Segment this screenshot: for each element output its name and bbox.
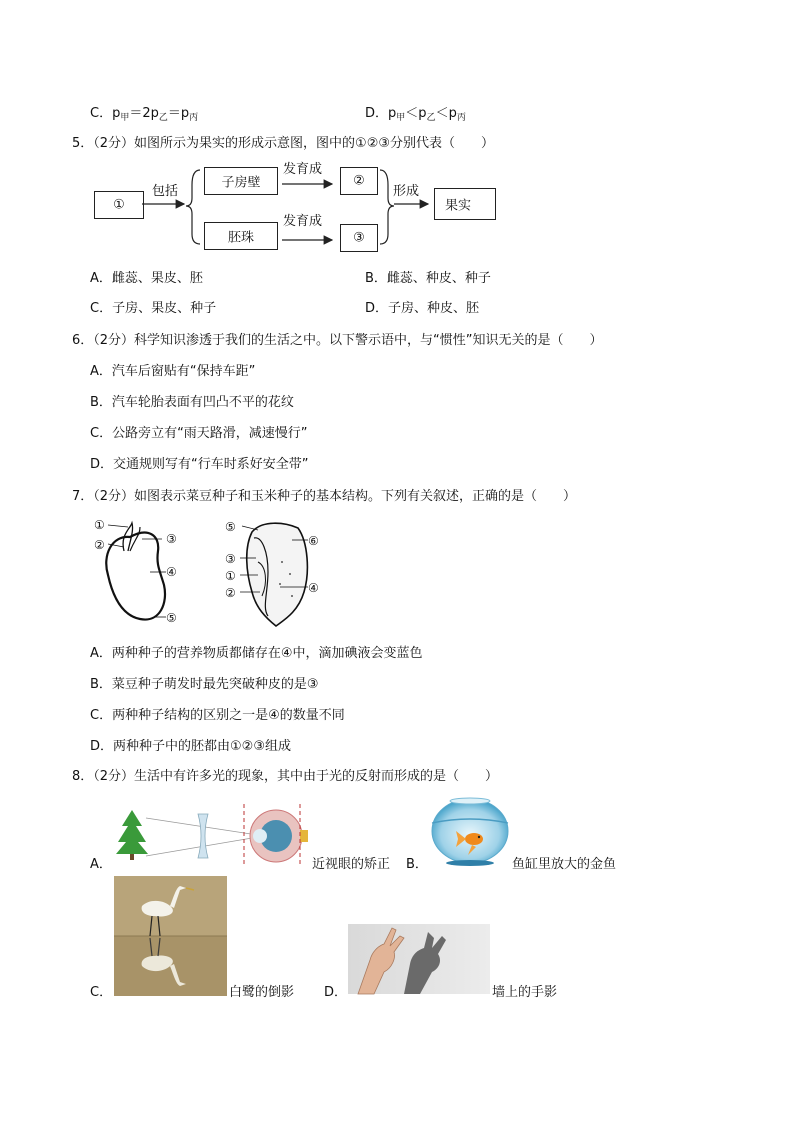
corn-label-2: ② <box>225 586 236 600</box>
diagram-ovary-wall: 子房壁 <box>204 167 278 195</box>
myopia-correction-image <box>114 800 310 866</box>
q8-option-d-label: D． <box>324 985 348 1000</box>
diagram-form-label: 形成 <box>393 184 420 199</box>
q8-option-d-caption: 墙上的手影 <box>492 985 558 1000</box>
bean-label-1: ① <box>94 518 105 532</box>
q5-option-a: A．雌蕊、果皮、胚 <box>90 271 203 286</box>
q7-option-c: C．两种种子结构的区别之一是④的数量不同 <box>90 708 345 723</box>
diagram-develop-label-1: 发育成 <box>283 162 323 177</box>
q7-option-d: D．两种种子中的胚都由①②③组成 <box>90 739 291 754</box>
q5-stem: 5．（2分）如图所示为果实的形成示意图，图中的①②③分别代表（ ） <box>72 136 495 151</box>
q8-option-b-label: B． <box>406 857 428 872</box>
q8-option-c-caption: 白鹭的倒影 <box>229 985 295 1000</box>
diagram-develop-label-2: 发育成 <box>283 214 323 229</box>
q6-option-c: C．公路旁立有“雨天路滑，减速慢行” <box>90 426 308 441</box>
bean-label-4: ④ <box>166 565 177 579</box>
q8-option-a-caption: 近视眼的矫正 <box>312 857 391 872</box>
q5-option-d: D．子房、种皮、胚 <box>365 301 480 316</box>
q8-stem: 8．（2分）生活中有许多光的现象，其中由于光的反射而形成的是（ ） <box>72 769 499 784</box>
q6-option-a: A．汽车后窗贴有“保持车距” <box>90 364 256 379</box>
hand-shadow-image <box>348 924 490 994</box>
q4-option-c: C．$p_甲=2p_乙=p_丙$ <box>90 106 199 123</box>
diagram-fruit-box: 果实 <box>434 188 496 220</box>
diagram-arrows <box>0 0 794 300</box>
q8-option-b-caption: 鱼缸里放大的金鱼 <box>512 857 617 872</box>
corn-label-1: ① <box>225 569 236 583</box>
q5-option-b: B．雌蕊、种皮、种子 <box>365 271 491 286</box>
diagram-include-label: 包括 <box>152 184 179 199</box>
q4-option-d: D．$p_甲<p_乙<p_丙$ <box>365 106 466 123</box>
corn-label-5: ⑤ <box>225 520 236 534</box>
bean-label-2: ② <box>94 538 105 552</box>
q8-option-c-label: C． <box>90 985 113 1000</box>
corn-seed-diagram <box>222 512 342 632</box>
q6-stem: 6．（2分）科学知识渗透于我们的生活之中。以下警示语中，与“惯性”知识无关的是（ ） <box>72 333 603 348</box>
bean-label-3: ③ <box>166 532 177 546</box>
q5-option-c: C．子房、果皮、种子 <box>90 301 217 316</box>
q7-stem: 7．（2分）如图表示菜豆种子和玉米种子的基本结构。下列有关叙述，正确的是（ ） <box>72 489 577 504</box>
q8-option-a-label: A． <box>90 857 112 872</box>
corn-label-6: ⑥ <box>308 534 319 548</box>
diagram-box-3: ③ <box>340 224 378 252</box>
q6-option-b: B．汽车轮胎表面有凹凸不平的花纹 <box>90 395 294 410</box>
q6-option-d: D．交通规则写有“行车时系好安全带” <box>90 457 309 472</box>
corn-label-3: ③ <box>225 552 236 566</box>
goldfish-bowl-image <box>428 795 512 867</box>
q7-option-b: B．菜豆种子萌发时最先突破种皮的是③ <box>90 677 319 692</box>
diagram-box-2: ② <box>340 167 378 195</box>
bean-seed-diagram <box>90 515 210 625</box>
diagram-box-1: ① <box>94 191 144 219</box>
diagram-ovule: 胚珠 <box>204 222 278 250</box>
bean-label-5: ⑤ <box>166 611 177 625</box>
egret-reflection-image <box>114 876 227 996</box>
corn-label-4: ④ <box>308 581 319 595</box>
q7-option-a: A．两种种子的营养物质都储存在④中，滴加碘液会变蓝色 <box>90 646 423 661</box>
